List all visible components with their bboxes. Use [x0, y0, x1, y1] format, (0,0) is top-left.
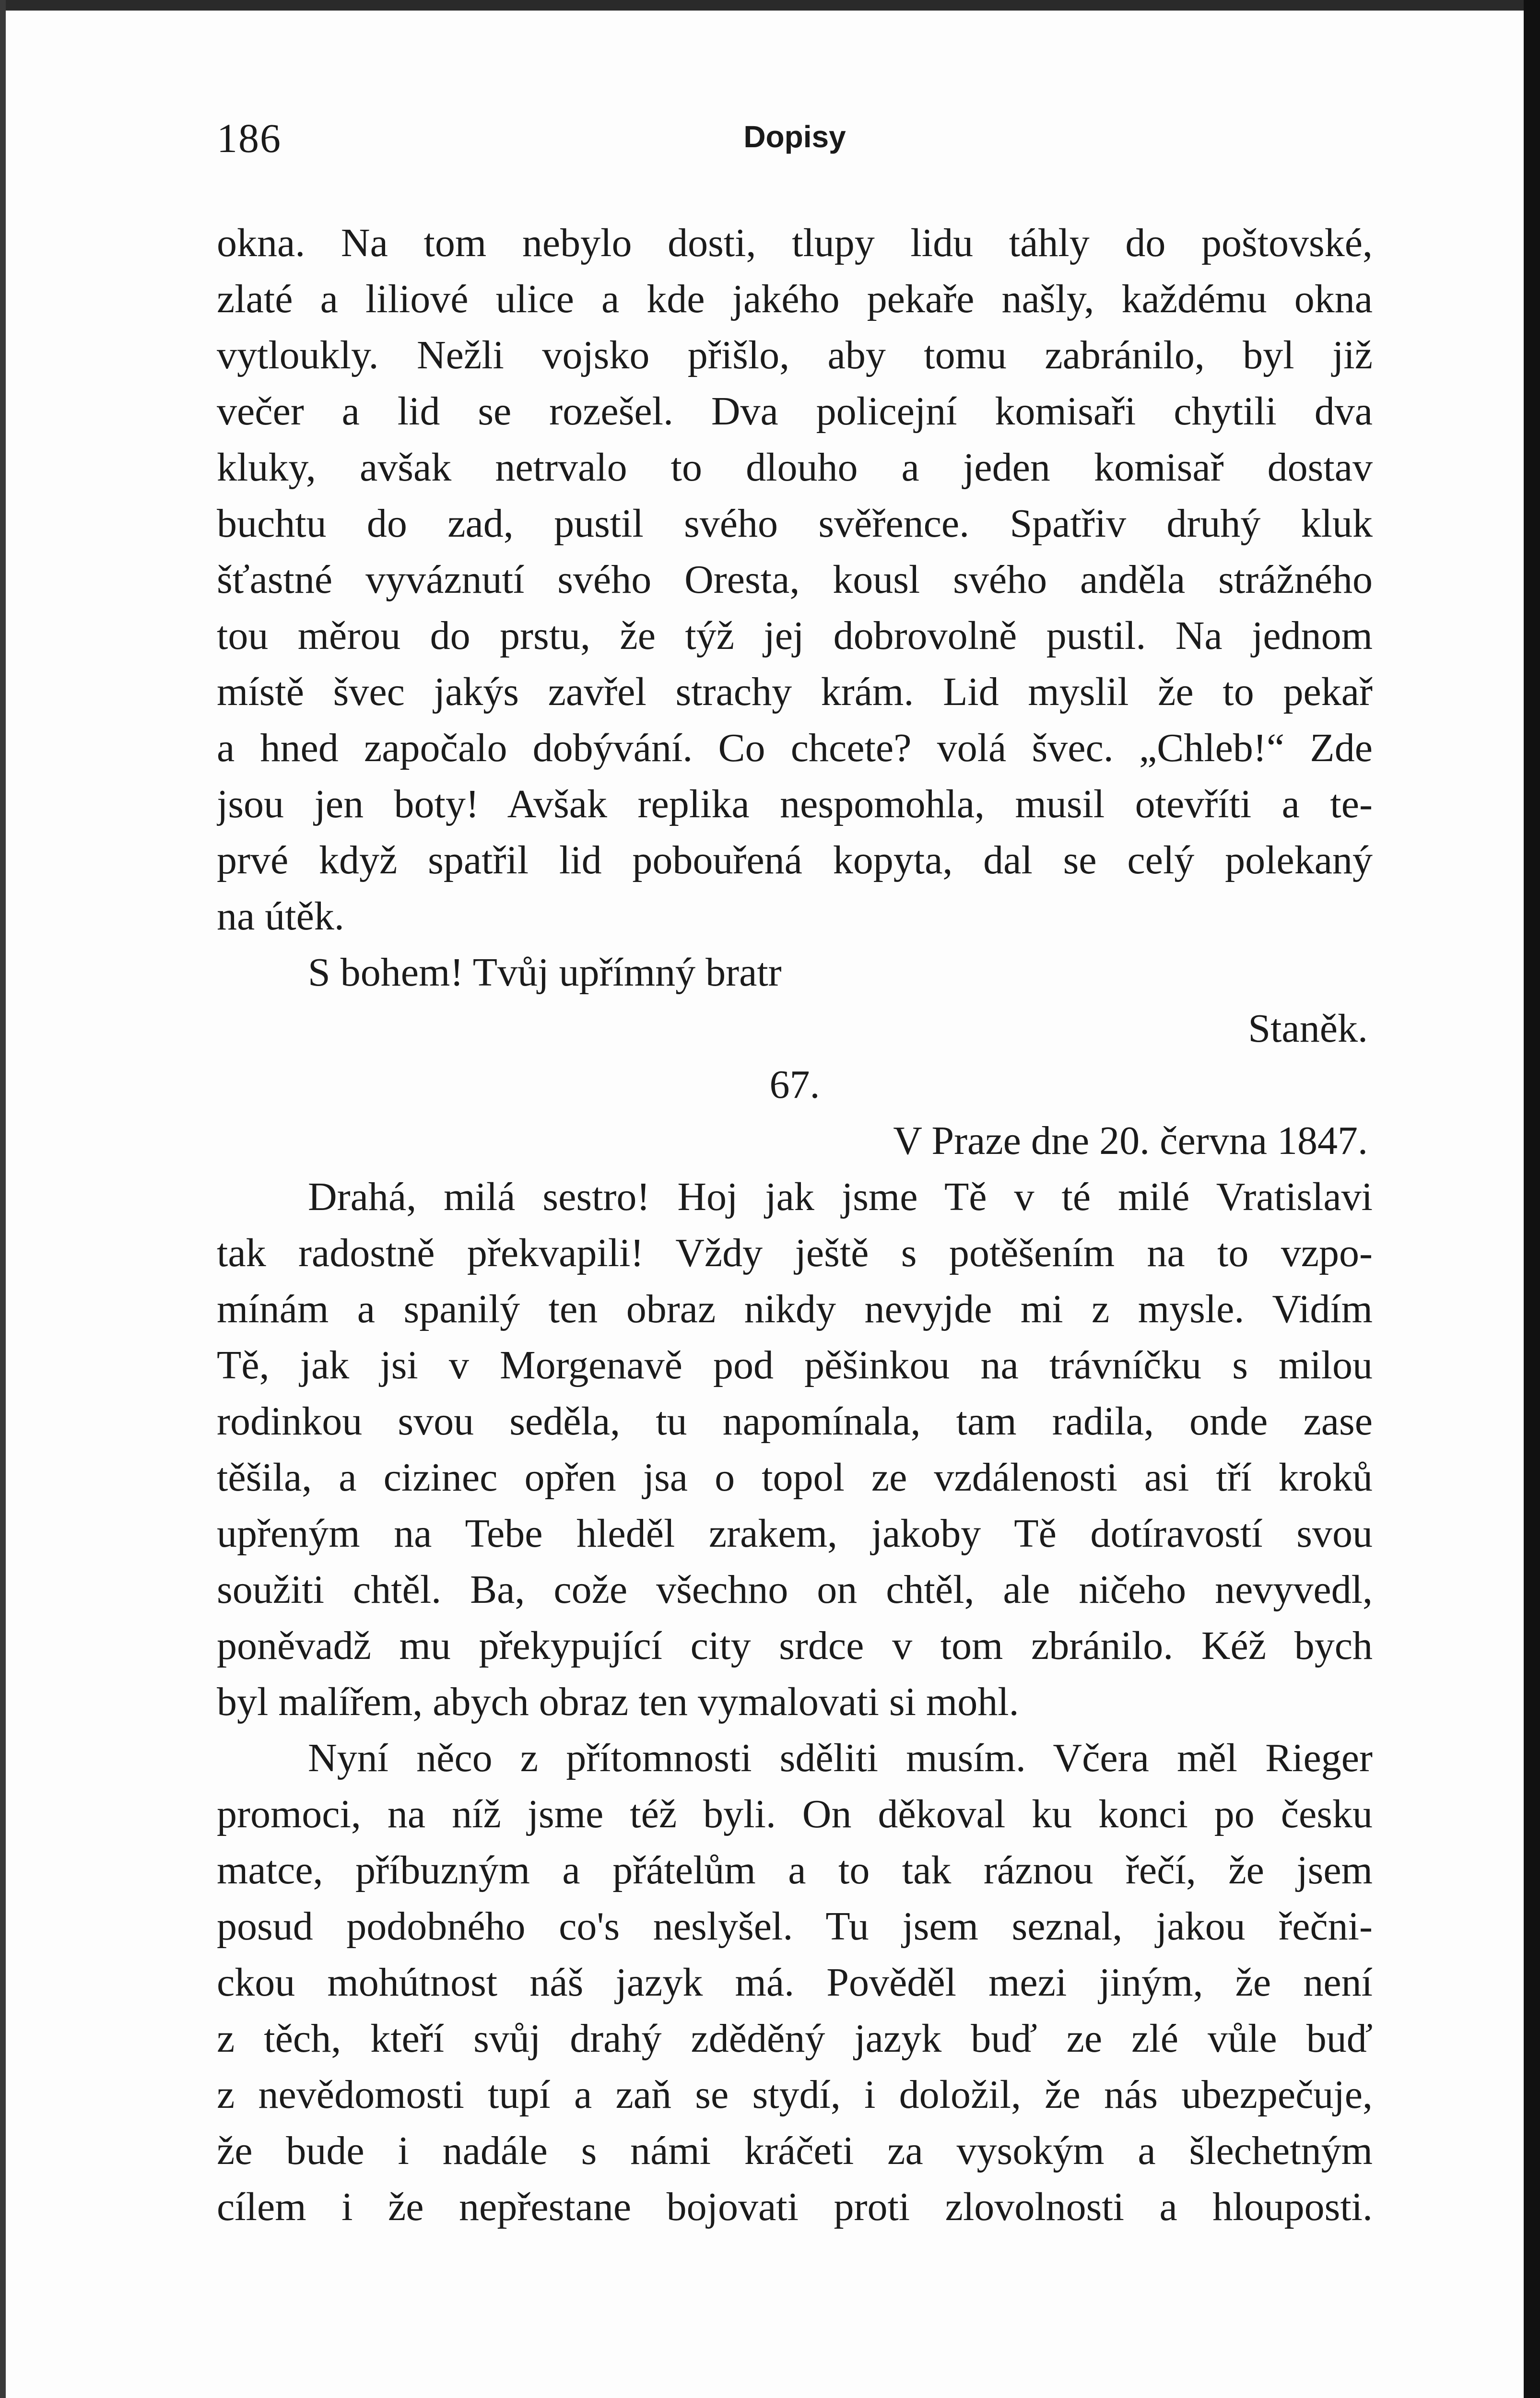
text-line: byl malířem, abych obraz ten vymalovati si mohl. — [217, 1680, 1019, 1724]
text-line: na útěk. — [217, 894, 344, 939]
text-line: poněvadž mu překypující city srdce v tom zbránilo. Kéž bych — [217, 1623, 1373, 1668]
text-line: místě švec jakýs zavřel strachy krám. Lid myslil že to pekař — [217, 670, 1373, 714]
text-line: matce, příbuzným a přátelům a to tak ráznou řečí, že jsem — [217, 1848, 1373, 1893]
closing-salutation: S bohem! Tvůj upřímný bratr — [308, 950, 782, 995]
text-line: ckou mohútnost náš jazyk má. Pověděl mezi jiným, že není — [217, 1960, 1373, 2005]
text-line: tou měrou do prstu, že týž jej dobrovolně pustil. Na jednom — [217, 613, 1373, 658]
letter-number: 67. — [769, 1062, 820, 1107]
text-line: večer a lid se rozešel. Dva policejní komisaři chytili dva — [217, 389, 1373, 434]
text-line: upřeným na Tebe hleděl zrakem, jakoby Tě dotíravostí svou — [217, 1511, 1373, 1556]
text-line: prvé když spatřil lid pobouřená kopyta, dal se celý polekaný — [217, 838, 1373, 882]
text-line: že bude i nadále s námi kráčeti za vysokým a šlechetným — [217, 2128, 1373, 2173]
text-line: mínám a spanilý ten obraz nikdy nevyjde mi z mysle. Vidím — [217, 1287, 1373, 1331]
text-line: kluky, avšak netrvalo to dlouho a jeden komisař dostav — [217, 445, 1373, 490]
scan-border-left — [0, 0, 6, 2398]
text-line: těšila, a cizinec opřen jsa o topol ze vzdálenosti asi tří kroků — [217, 1455, 1373, 1500]
text-line: zlaté a liliové ulice a kde jakého pekaře našly, každému okna — [217, 277, 1373, 321]
text-line: vytloukly. Nežli vojsko přišlo, aby tomu zabránilo, byl již — [217, 333, 1373, 377]
text-line: jsou jen boty! Avšak replika nespomohla, musil otevříti a te- — [217, 782, 1373, 826]
text-line: z těch, kteří svůj drahý zděděný jazyk buď ze zlé vůle buď — [217, 2016, 1373, 2061]
text-line: z nevědomosti tupí a zaň se stydí, i doložil, že nás ubezpečuje, — [217, 2072, 1373, 2117]
text-line: Drahá, milá sestro! Hoj jak jsme Tě v té milé Vratislavi — [308, 1175, 1373, 1219]
text-line: Nyní něco z přítomnosti sděliti musím. Včera měl Rieger — [308, 1736, 1373, 1780]
text-line: rodinkou svou seděla, tu napomínala, tam radila, onde zase — [217, 1399, 1373, 1444]
body-text — [217, 215, 1373, 2235]
text-line: okna. Na tom nebylo dosti, tlupy lidu táhly do poštovské, — [217, 221, 1373, 265]
text-line: buchtu do zad, pustil svého svěřence. Spatřiv druhý kluk — [217, 501, 1373, 546]
scan-border-top — [0, 0, 1540, 11]
text-line: a hned započalo dobývání. Co chcete? volá švec. „Chleb!“ Zde — [217, 726, 1373, 770]
text-line: posud podobného co's neslyšel. Tu jsem seznal, jakou řečni- — [217, 1904, 1373, 1949]
text-line: tak radostně překvapili! Vždy ještě s potěšením na to vzpo- — [217, 1231, 1373, 1275]
text-line: cílem i že nepřestane bojovati proti zlovolnosti a hlouposti. — [217, 2185, 1373, 2229]
page-number: 186 — [217, 115, 282, 161]
text-line: promoci, na níž jsme též byli. On děkoval ku konci po česku — [217, 1792, 1373, 1836]
signature: Staněk. — [1248, 1006, 1368, 1051]
page-header — [217, 114, 1373, 172]
text-line: šťastné vyváznutí svého Oresta, kousl svého anděla strážného — [217, 557, 1373, 602]
running-title: Dopisy — [743, 119, 846, 154]
text-line: Tě, jak jsi v Morgenavě pod pěšinkou na trávníčku s milou — [217, 1343, 1373, 1387]
text-line: soužiti chtěl. Ba, cože všechno on chtěl, ale ničeho nevyvedl, — [217, 1567, 1373, 1612]
scan-border-right — [1524, 0, 1540, 2398]
letter-dateline: V Praze dne 20. června 1847. — [893, 1118, 1368, 1163]
